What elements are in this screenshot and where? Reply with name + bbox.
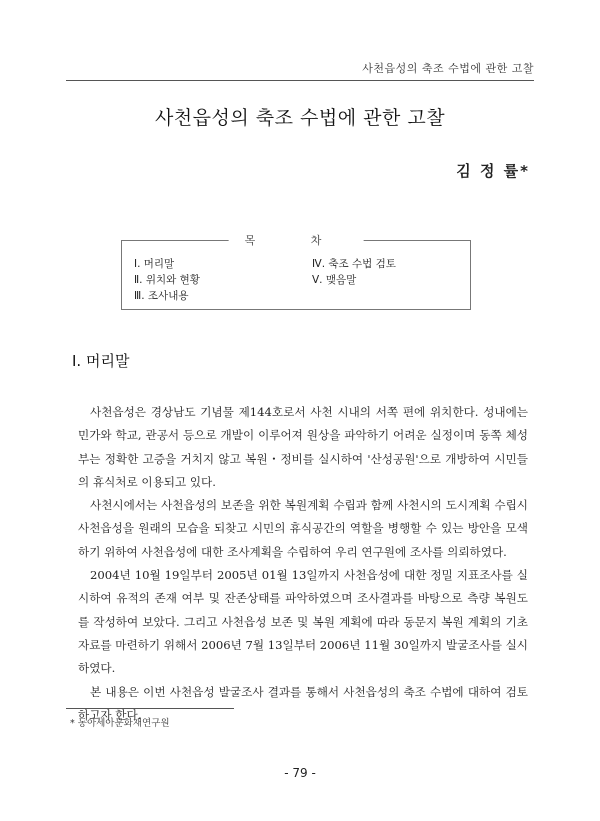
paragraph: 본 내용은 이번 사천읍성 발굴조사 결과를 통해서 사천읍성의 축조 수법에 대하여 검토하고자 한다. — [78, 684, 528, 722]
toc-column-right — [312, 256, 396, 288]
footnote: * 동아세아문화재연구원 — [70, 718, 170, 729]
running-header: 사천읍성의 축조 수법에 관한 고찰 — [362, 62, 534, 75]
body-text — [78, 401, 528, 727]
toc-item: Ⅴ. 맺음말 — [312, 274, 357, 286]
paragraph: 사천읍성은 경상남도 기념물 제144호로서 사천 시내의 서쪽 편에 위치한다. 성내에는 민가와 학교, 관공서 등으로 개발이 이루어져 원상을 파악하기 어려운 실정이며 동쪽 체성부는 정확한 고증을 거치지 않고 복원・정비를 실시하여 '산성공원'으로 개방하여 시민들의 휴식처로 이용되고 있다. — [78, 405, 528, 489]
page-number: - 79 - — [284, 766, 316, 780]
section-heading: Ⅰ. 머리말 — [72, 352, 130, 370]
toc-item: Ⅰ. 머리말 — [134, 258, 175, 270]
toc-item: Ⅲ. 조사내용 — [134, 290, 189, 302]
toc-column-left — [134, 256, 200, 304]
table-of-contents — [121, 234, 471, 310]
header-rule — [66, 80, 534, 81]
paragraph: 사천시에서는 사천읍성의 보존을 위한 복원계획 수립과 함께 사천시의 도시계획 수립시 사천읍성을 원래의 모습을 되찾고 시민의 휴식공간의 역할을 병행할 수 있는 방안을 모색하기 위하여 사천읍성에 대한 조사계획을 수립하여 우리 연구원에 조사를 의뢰하였다. — [78, 498, 528, 559]
author-name: 김 정 률* — [456, 162, 530, 180]
paper-title: 사천읍성의 축조 수법에 관한 고찰 — [154, 107, 446, 129]
toc-item: Ⅱ. 위치와 현황 — [134, 274, 200, 286]
toc-heading: 목 차 — [229, 232, 364, 248]
footnote-rule — [66, 708, 234, 709]
toc-item: Ⅳ. 축조 수법 검토 — [312, 258, 396, 270]
paragraph: 2004년 10월 19일부터 2005년 01월 13일까지 사천읍성에 대한 정밀 지표조사를 실시하여 유적의 존재 여부 및 잔존상태를 파악하였으며 조사결과를 바탕으로 측량 복원도를 작성하여 보았다. 그리고 사천읍성 보존 및 복원 계획에 따라 동문지 복원 계획의 기초 자료를 마련하기 위해서 2006년 7월 13일부터 2006년 11월 30일까지 발굴조사를 실시하였다. — [78, 568, 528, 676]
